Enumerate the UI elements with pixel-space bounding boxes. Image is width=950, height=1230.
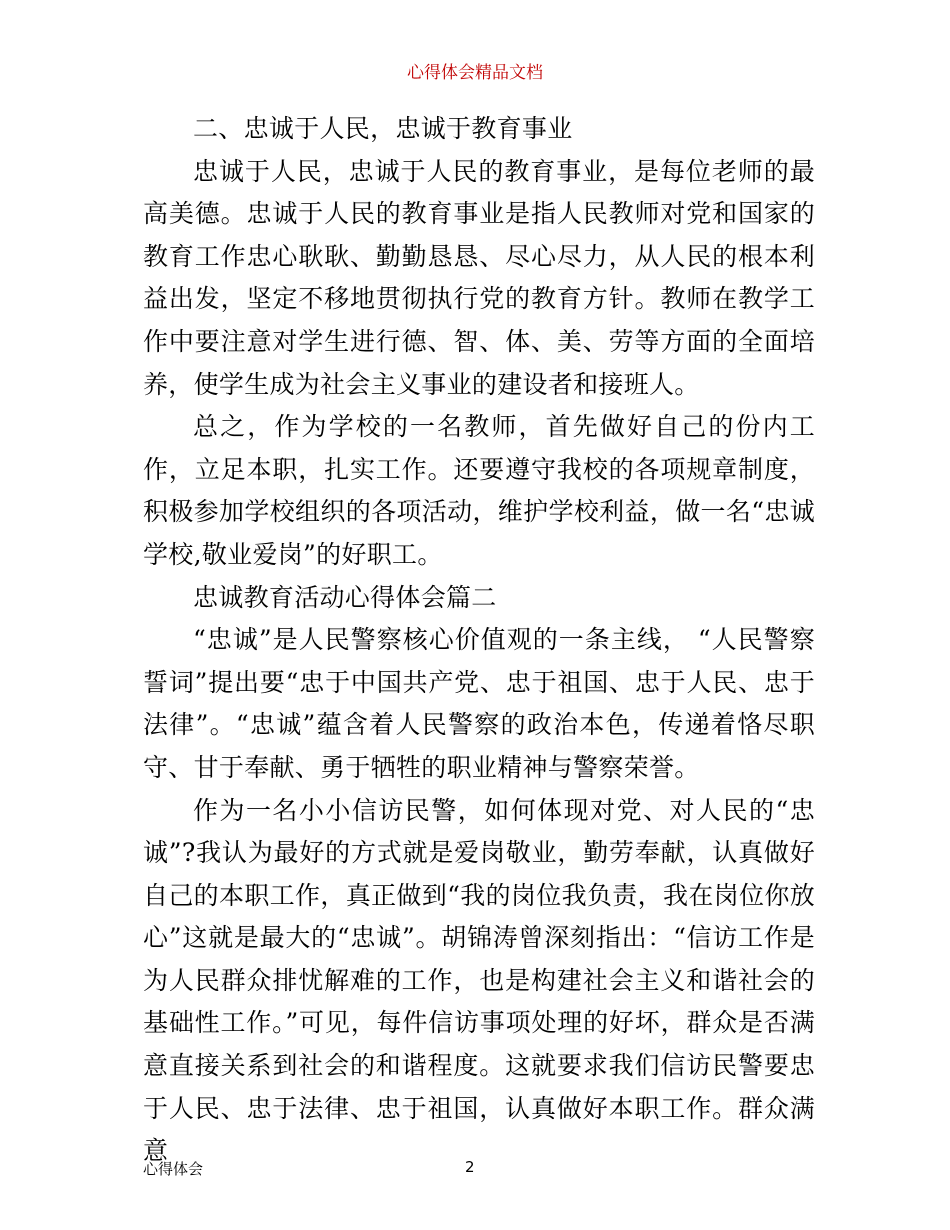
paragraph: 忠诚于人民，忠诚于人民的教育事业，是每位老师的最高美德。忠诚于人民的教育事业是指人民教师对党和国家的教育工作忠心耿耿、勤勤恳恳、尽心尽力，从人民的根本利益出发，坚定不移地贯彻执行党的教育方针。教师在教学工作中要注意对学生进行德、智、体、美、劳等方面的全面培养，使学生成为社会主义事业的建设者和接班人。 [143,156,815,399]
page-footer [143,1158,815,1180]
article-subtitle: 忠诚教育活动心得体会篇二 [193,582,497,612]
paragraph: 总之，作为学校的一名教师，首先做好自己的份内工作，立足本职，扎实工作。还要遵守我校的各项规章制度，积极参加学校组织的各项活动，维护学校利益，做一名“忠诚学校,敬业爱岗”的好职工。 [143,412,815,569]
document-body [143,108,815,1173]
footer-label: 心得体会 [143,1160,204,1178]
section-heading: 二、忠诚于人民，忠诚于教育事业 [193,114,573,143]
paragraph: “忠诚”是人民警察核心价值观的一条主线， “人民警察誓词”提出要“忠于中国共产党、忠于祖国、忠于人民、忠于法律”。“忠诚”蕴含着人民警察的政治本色，传递着恪尽职守、甘于奉献、勇于牺牲的职业精神与警察荣誉。 [143,625,815,782]
paragraph: 作为一名小小信访民警，如何体现对党、对人民的“忠诚”?我认为最好的方式就是爱岗敬业，勤劳奉献，认真做好自己的本职工作，真正做到“我的岗位我负责，我在岗位你放心”这就是最大的“忠诚”。胡锦涛曾深刻指出：“信访工作是为人民群众排忧解难的工作，也是构建社会主义和谐社会的基础性工作。”可见，每件信访事项处理的好坏，群众是否满意直接关系到社会的和谐程度。这就要求我们信访民警要忠于人民、忠于法律、忠于祖国，认真做好本职工作。群众满意 [143,795,815,1166]
page-number: 2 [465,1158,475,1176]
page-header: 心得体会精品文档 [407,63,543,83]
